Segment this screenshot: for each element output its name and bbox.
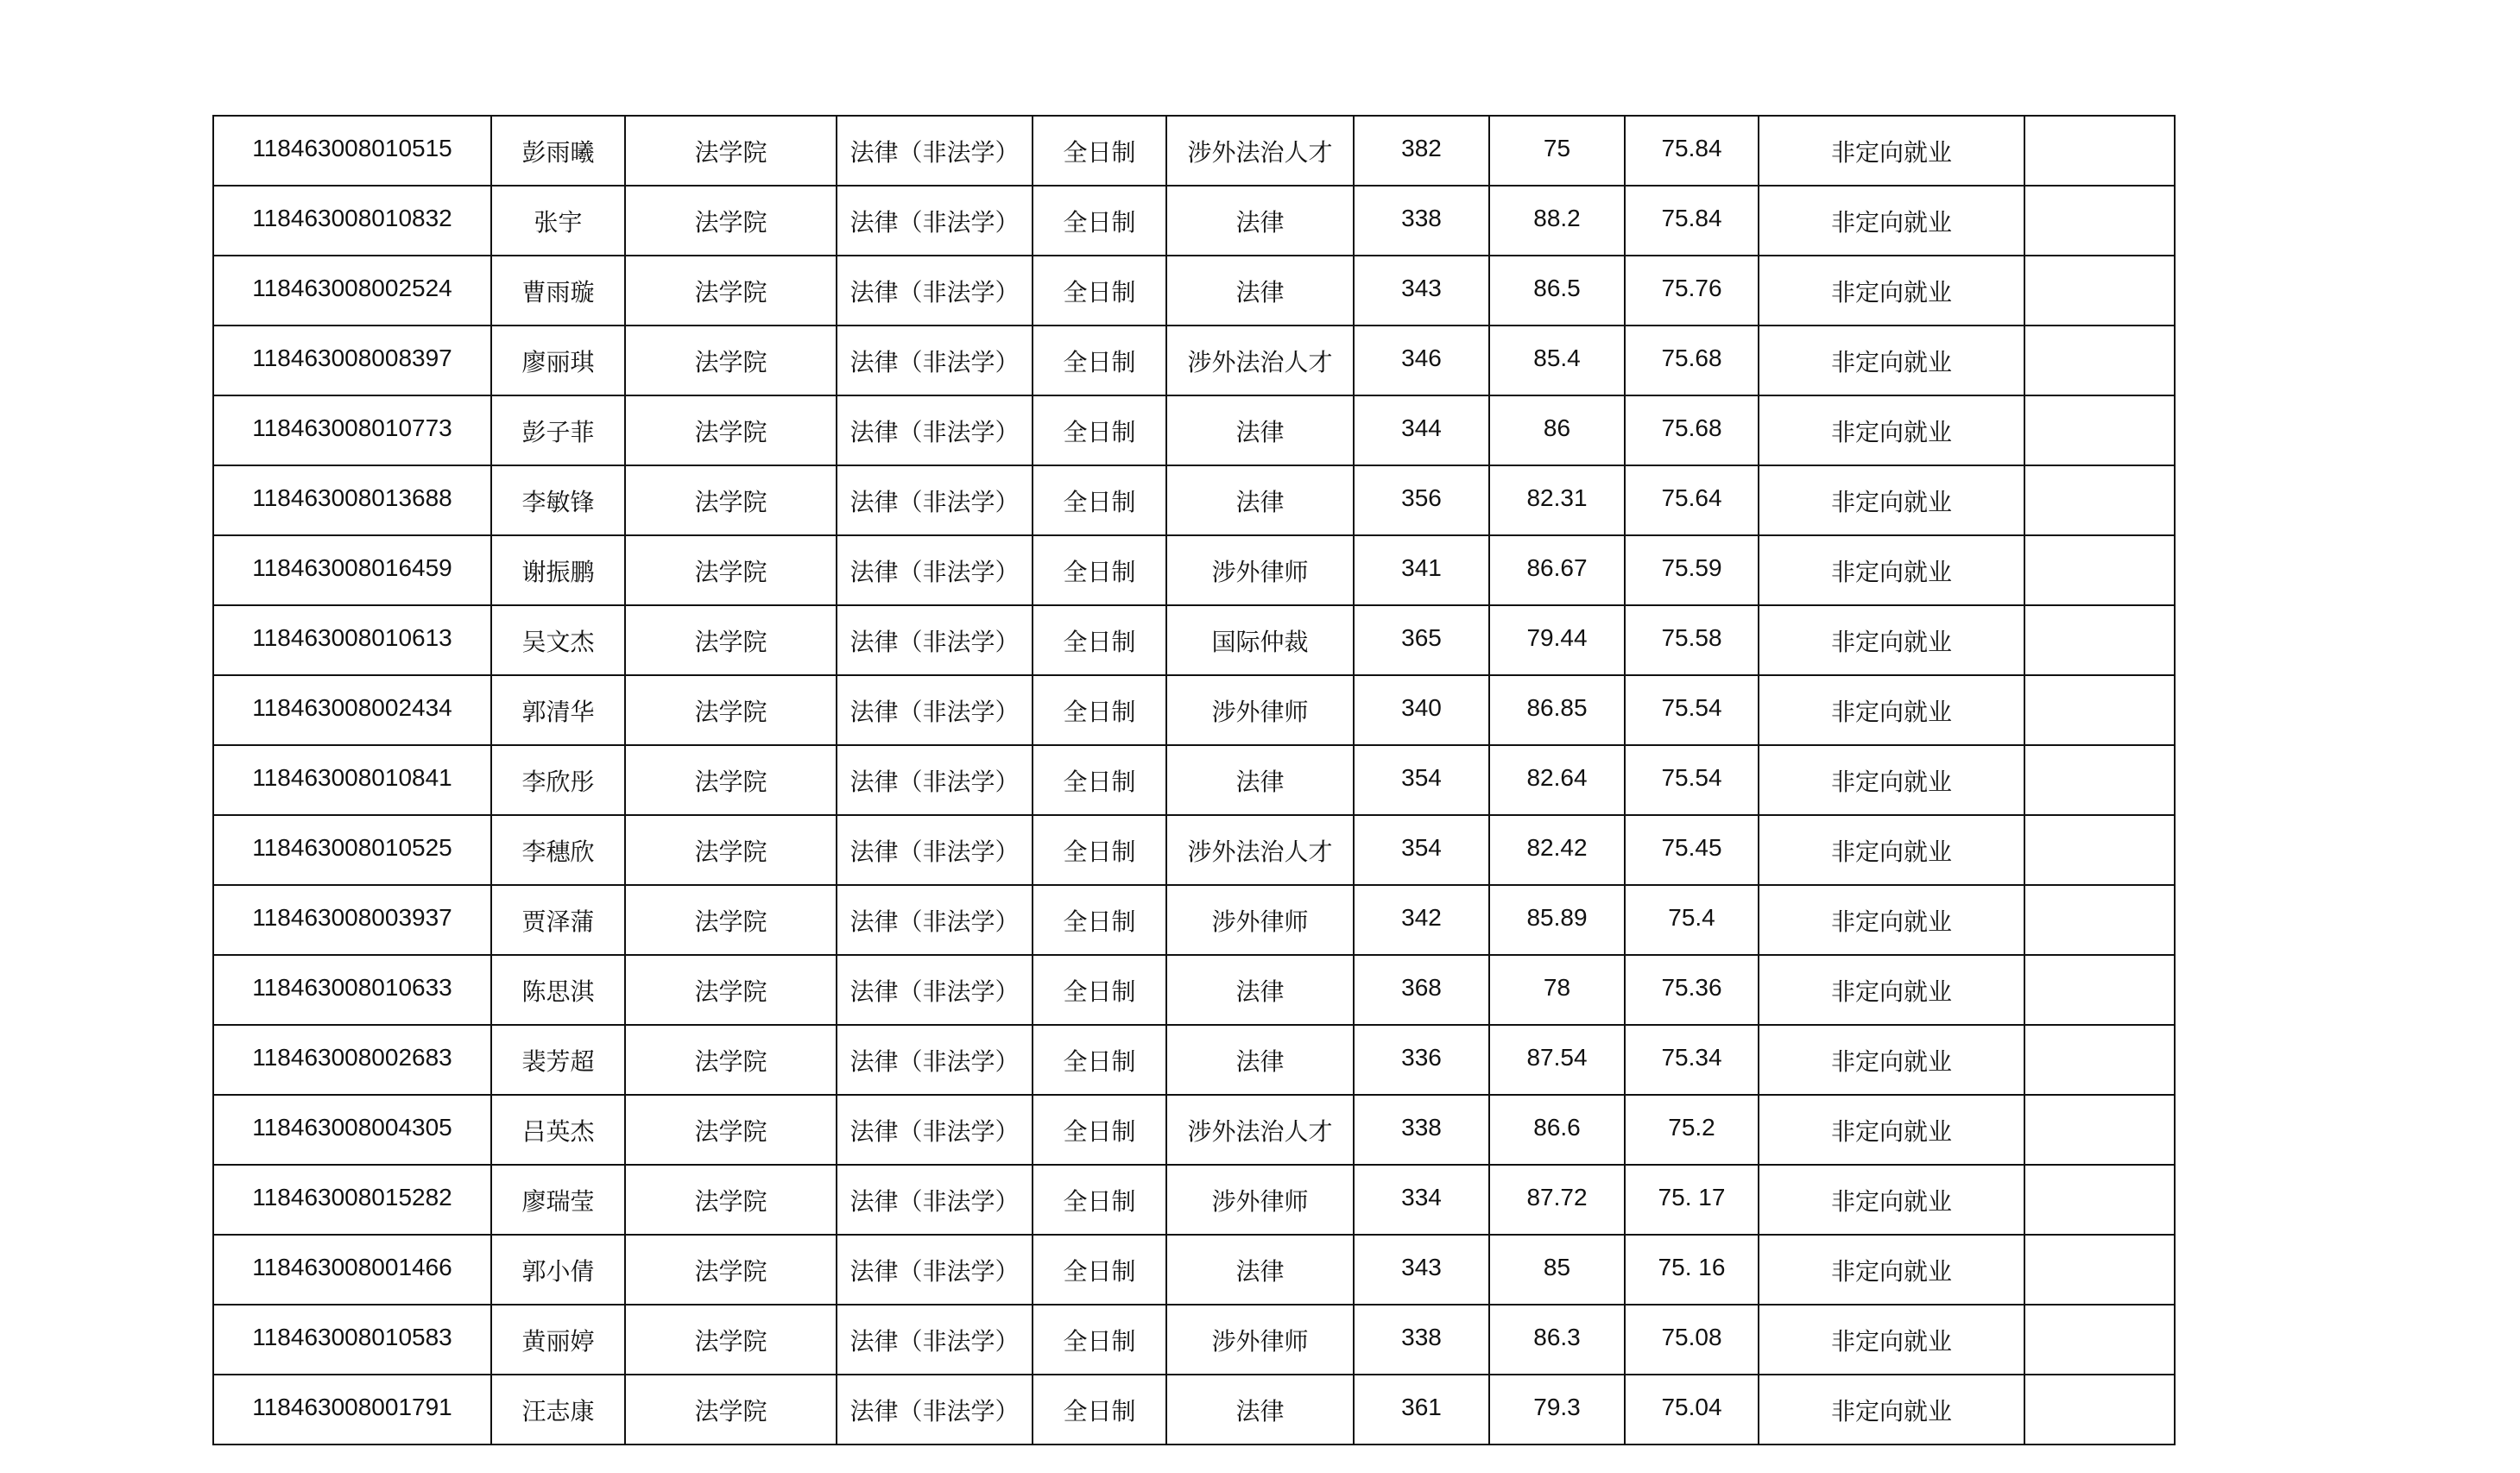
college-cell: 法学院 [625, 745, 837, 815]
remark-cell [2024, 535, 2175, 605]
remark-cell [2024, 745, 2175, 815]
remark-cell [2024, 955, 2175, 1025]
direction-cell: 涉外法治人才 [1166, 815, 1354, 885]
remark-cell [2024, 885, 2175, 955]
name-cell: 贾泽蒲 [491, 885, 625, 955]
direction-cell: 法律 [1166, 256, 1354, 326]
college-cell: 法学院 [625, 1165, 837, 1235]
college-cell: 法学院 [625, 1095, 837, 1165]
retest-score-cell: 82.31 [1489, 465, 1625, 535]
name-cell: 曹雨璇 [491, 256, 625, 326]
study-mode-cell: 全日制 [1033, 745, 1166, 815]
initial-score-cell: 361 [1354, 1375, 1489, 1445]
retest-score-cell: 86.5 [1489, 256, 1625, 326]
retest-score-cell: 75 [1489, 116, 1625, 186]
admission-category-cell: 非定向就业 [1759, 745, 2024, 815]
exam-id-cell: 118463008010832 [213, 186, 491, 256]
major-cell: 法律（非法学） [837, 885, 1033, 955]
direction-cell: 法律 [1166, 1235, 1354, 1305]
total-score-cell: 75.84 [1625, 186, 1759, 256]
study-mode-cell: 全日制 [1033, 465, 1166, 535]
exam-id-cell: 118463008010633 [213, 955, 491, 1025]
initial-score-cell: 368 [1354, 955, 1489, 1025]
admission-category-cell: 非定向就业 [1759, 1095, 2024, 1165]
direction-cell: 涉外律师 [1166, 675, 1354, 745]
name-cell: 李穗欣 [491, 815, 625, 885]
college-cell: 法学院 [625, 326, 837, 395]
initial-score-cell: 338 [1354, 1305, 1489, 1375]
total-score-cell: 75.84 [1625, 116, 1759, 186]
major-cell: 法律（非法学） [837, 186, 1033, 256]
table-row [213, 885, 2175, 955]
name-cell: 廖瑞莹 [491, 1165, 625, 1235]
retest-score-cell: 78 [1489, 955, 1625, 1025]
initial-score-cell: 338 [1354, 1095, 1489, 1165]
remark-cell [2024, 1375, 2175, 1445]
direction-cell: 涉外法治人才 [1166, 326, 1354, 395]
exam-id-cell: 118463008010583 [213, 1305, 491, 1375]
retest-score-cell: 82.42 [1489, 815, 1625, 885]
college-cell: 法学院 [625, 955, 837, 1025]
total-score-cell: 75.68 [1625, 395, 1759, 465]
total-score-cell: 75.64 [1625, 465, 1759, 535]
table-row [213, 1305, 2175, 1375]
exam-id-cell: 118463008010525 [213, 815, 491, 885]
college-cell: 法学院 [625, 186, 837, 256]
remark-cell [2024, 1095, 2175, 1165]
name-cell: 黄丽婷 [491, 1305, 625, 1375]
table-row [213, 535, 2175, 605]
remark-cell [2024, 326, 2175, 395]
direction-cell: 涉外律师 [1166, 535, 1354, 605]
total-score-cell: 75. 16 [1625, 1235, 1759, 1305]
name-cell: 李欣彤 [491, 745, 625, 815]
remark-cell [2024, 1025, 2175, 1095]
college-cell: 法学院 [625, 116, 837, 186]
initial-score-cell: 334 [1354, 1165, 1489, 1235]
major-cell: 法律（非法学） [837, 1095, 1033, 1165]
total-score-cell: 75.04 [1625, 1375, 1759, 1445]
remark-cell [2024, 1305, 2175, 1375]
admission-category-cell: 非定向就业 [1759, 116, 2024, 186]
college-cell: 法学院 [625, 885, 837, 955]
exam-id-cell: 118463008004305 [213, 1095, 491, 1165]
study-mode-cell: 全日制 [1033, 1025, 1166, 1095]
direction-cell: 涉外法治人才 [1166, 116, 1354, 186]
remark-cell [2024, 256, 2175, 326]
study-mode-cell: 全日制 [1033, 1165, 1166, 1235]
study-mode-cell: 全日制 [1033, 1305, 1166, 1375]
direction-cell: 涉外律师 [1166, 1305, 1354, 1375]
total-score-cell: 75.08 [1625, 1305, 1759, 1375]
study-mode-cell: 全日制 [1033, 326, 1166, 395]
initial-score-cell: 340 [1354, 675, 1489, 745]
table-row [213, 815, 2175, 885]
study-mode-cell: 全日制 [1033, 885, 1166, 955]
table-row [213, 395, 2175, 465]
major-cell: 法律（非法学） [837, 256, 1033, 326]
study-mode-cell: 全日制 [1033, 1235, 1166, 1305]
college-cell: 法学院 [625, 535, 837, 605]
college-cell: 法学院 [625, 815, 837, 885]
table-row [213, 1375, 2175, 1445]
major-cell: 法律（非法学） [837, 535, 1033, 605]
major-cell: 法律（非法学） [837, 1165, 1033, 1235]
study-mode-cell: 全日制 [1033, 535, 1166, 605]
major-cell: 法律（非法学） [837, 465, 1033, 535]
exam-id-cell: 118463008010613 [213, 605, 491, 675]
remark-cell [2024, 1165, 2175, 1235]
name-cell: 裴芳超 [491, 1025, 625, 1095]
admission-category-cell: 非定向就业 [1759, 395, 2024, 465]
initial-score-cell: 354 [1354, 745, 1489, 815]
retest-score-cell: 86.3 [1489, 1305, 1625, 1375]
admission-category-cell: 非定向就业 [1759, 535, 2024, 605]
exam-id-cell: 118463008010841 [213, 745, 491, 815]
table-row [213, 1025, 2175, 1095]
major-cell: 法律（非法学） [837, 955, 1033, 1025]
name-cell: 郭清华 [491, 675, 625, 745]
retest-score-cell: 79.3 [1489, 1375, 1625, 1445]
remark-cell [2024, 815, 2175, 885]
total-score-cell: 75.34 [1625, 1025, 1759, 1095]
total-score-cell: 75.2 [1625, 1095, 1759, 1165]
exam-id-cell: 118463008016459 [213, 535, 491, 605]
initial-score-cell: 336 [1354, 1025, 1489, 1095]
direction-cell: 涉外律师 [1166, 885, 1354, 955]
major-cell: 法律（非法学） [837, 675, 1033, 745]
initial-score-cell: 342 [1354, 885, 1489, 955]
study-mode-cell: 全日制 [1033, 815, 1166, 885]
study-mode-cell: 全日制 [1033, 955, 1166, 1025]
retest-score-cell: 87.72 [1489, 1165, 1625, 1235]
table-row [213, 186, 2175, 256]
college-cell: 法学院 [625, 1025, 837, 1095]
initial-score-cell: 346 [1354, 326, 1489, 395]
major-cell: 法律（非法学） [837, 395, 1033, 465]
retest-score-cell: 85 [1489, 1235, 1625, 1305]
total-score-cell: 75.76 [1625, 256, 1759, 326]
remark-cell [2024, 675, 2175, 745]
study-mode-cell: 全日制 [1033, 256, 1166, 326]
table-row [213, 1165, 2175, 1235]
major-cell: 法律（非法学） [837, 745, 1033, 815]
study-mode-cell: 全日制 [1033, 675, 1166, 745]
direction-cell: 法律 [1166, 186, 1354, 256]
table-row [213, 465, 2175, 535]
admission-category-cell: 非定向就业 [1759, 675, 2024, 745]
exam-id-cell: 118463008001791 [213, 1375, 491, 1445]
initial-score-cell: 343 [1354, 1235, 1489, 1305]
major-cell: 法律（非法学） [837, 1375, 1033, 1445]
table-body [213, 116, 2175, 1445]
major-cell: 法律（非法学） [837, 1235, 1033, 1305]
table-row [213, 675, 2175, 745]
admission-category-cell: 非定向就业 [1759, 326, 2024, 395]
college-cell: 法学院 [625, 605, 837, 675]
college-cell: 法学院 [625, 395, 837, 465]
name-cell: 彭子菲 [491, 395, 625, 465]
name-cell: 彭雨曦 [491, 116, 625, 186]
total-score-cell: 75.59 [1625, 535, 1759, 605]
direction-cell: 法律 [1166, 465, 1354, 535]
study-mode-cell: 全日制 [1033, 395, 1166, 465]
total-score-cell: 75.4 [1625, 885, 1759, 955]
name-cell: 谢振鹏 [491, 535, 625, 605]
table-row [213, 605, 2175, 675]
admission-category-cell: 非定向就业 [1759, 605, 2024, 675]
name-cell: 廖丽琪 [491, 326, 625, 395]
name-cell: 张宇 [491, 186, 625, 256]
table-row [213, 326, 2175, 395]
admission-category-cell: 非定向就业 [1759, 815, 2024, 885]
study-mode-cell: 全日制 [1033, 605, 1166, 675]
admission-category-cell: 非定向就业 [1759, 1165, 2024, 1235]
exam-id-cell: 118463008002434 [213, 675, 491, 745]
exam-id-cell: 118463008003937 [213, 885, 491, 955]
study-mode-cell: 全日制 [1033, 1375, 1166, 1445]
name-cell: 陈思淇 [491, 955, 625, 1025]
retest-score-cell: 86 [1489, 395, 1625, 465]
admission-category-cell: 非定向就业 [1759, 885, 2024, 955]
admission-category-cell: 非定向就业 [1759, 955, 2024, 1025]
direction-cell: 涉外法治人才 [1166, 1095, 1354, 1165]
table-row [213, 745, 2175, 815]
admission-category-cell: 非定向就业 [1759, 256, 2024, 326]
initial-score-cell: 382 [1354, 116, 1489, 186]
college-cell: 法学院 [625, 1375, 837, 1445]
admission-category-cell: 非定向就业 [1759, 1025, 2024, 1095]
direction-cell: 法律 [1166, 1025, 1354, 1095]
remark-cell [2024, 116, 2175, 186]
major-cell: 法律（非法学） [837, 605, 1033, 675]
exam-id-cell: 118463008001466 [213, 1235, 491, 1305]
college-cell: 法学院 [625, 675, 837, 745]
exam-id-cell: 118463008010515 [213, 116, 491, 186]
total-score-cell: 75.54 [1625, 745, 1759, 815]
total-score-cell: 75. 17 [1625, 1165, 1759, 1235]
initial-score-cell: 338 [1354, 186, 1489, 256]
table-row [213, 256, 2175, 326]
remark-cell [2024, 186, 2175, 256]
retest-score-cell: 86.85 [1489, 675, 1625, 745]
direction-cell: 国际仲裁 [1166, 605, 1354, 675]
college-cell: 法学院 [625, 465, 837, 535]
initial-score-cell: 341 [1354, 535, 1489, 605]
direction-cell: 法律 [1166, 955, 1354, 1025]
admission-category-cell: 非定向就业 [1759, 186, 2024, 256]
exam-id-cell: 118463008010773 [213, 395, 491, 465]
major-cell: 法律（非法学） [837, 815, 1033, 885]
admission-category-cell: 非定向就业 [1759, 1235, 2024, 1305]
direction-cell: 法律 [1166, 745, 1354, 815]
college-cell: 法学院 [625, 256, 837, 326]
initial-score-cell: 343 [1354, 256, 1489, 326]
retest-score-cell: 86.67 [1489, 535, 1625, 605]
table-row [213, 1235, 2175, 1305]
remark-cell [2024, 605, 2175, 675]
name-cell: 吕英杰 [491, 1095, 625, 1165]
total-score-cell: 75.36 [1625, 955, 1759, 1025]
name-cell: 汪志康 [491, 1375, 625, 1445]
initial-score-cell: 354 [1354, 815, 1489, 885]
exam-id-cell: 118463008015282 [213, 1165, 491, 1235]
retest-score-cell: 85.89 [1489, 885, 1625, 955]
remark-cell [2024, 395, 2175, 465]
study-mode-cell: 全日制 [1033, 116, 1166, 186]
admission-category-cell: 非定向就业 [1759, 1305, 2024, 1375]
study-mode-cell: 全日制 [1033, 186, 1166, 256]
direction-cell: 涉外律师 [1166, 1165, 1354, 1235]
major-cell: 法律（非法学） [837, 116, 1033, 186]
exam-id-cell: 118463008002683 [213, 1025, 491, 1095]
remark-cell [2024, 465, 2175, 535]
exam-id-cell: 118463008013688 [213, 465, 491, 535]
retest-score-cell: 87.54 [1489, 1025, 1625, 1095]
direction-cell: 法律 [1166, 395, 1354, 465]
name-cell: 吴文杰 [491, 605, 625, 675]
name-cell: 郭小倩 [491, 1235, 625, 1305]
exam-id-cell: 118463008002524 [213, 256, 491, 326]
admission-category-cell: 非定向就业 [1759, 1375, 2024, 1445]
college-cell: 法学院 [625, 1235, 837, 1305]
retest-score-cell: 85.4 [1489, 326, 1625, 395]
study-mode-cell: 全日制 [1033, 1095, 1166, 1165]
total-score-cell: 75.45 [1625, 815, 1759, 885]
college-cell: 法学院 [625, 1305, 837, 1375]
initial-score-cell: 365 [1354, 605, 1489, 675]
total-score-cell: 75.58 [1625, 605, 1759, 675]
table-row [213, 955, 2175, 1025]
admission-category-cell: 非定向就业 [1759, 465, 2024, 535]
table-row [213, 116, 2175, 186]
major-cell: 法律（非法学） [837, 1305, 1033, 1375]
remark-cell [2024, 1235, 2175, 1305]
direction-cell: 法律 [1166, 1375, 1354, 1445]
retest-score-cell: 88.2 [1489, 186, 1625, 256]
initial-score-cell: 356 [1354, 465, 1489, 535]
total-score-cell: 75.54 [1625, 675, 1759, 745]
name-cell: 李敏锋 [491, 465, 625, 535]
major-cell: 法律（非法学） [837, 1025, 1033, 1095]
table-row [213, 1095, 2175, 1165]
total-score-cell: 75.68 [1625, 326, 1759, 395]
retest-score-cell: 82.64 [1489, 745, 1625, 815]
admission-list-table [212, 115, 2176, 1445]
exam-id-cell: 118463008008397 [213, 326, 491, 395]
initial-score-cell: 344 [1354, 395, 1489, 465]
retest-score-cell: 79.44 [1489, 605, 1625, 675]
major-cell: 法律（非法学） [837, 326, 1033, 395]
retest-score-cell: 86.6 [1489, 1095, 1625, 1165]
